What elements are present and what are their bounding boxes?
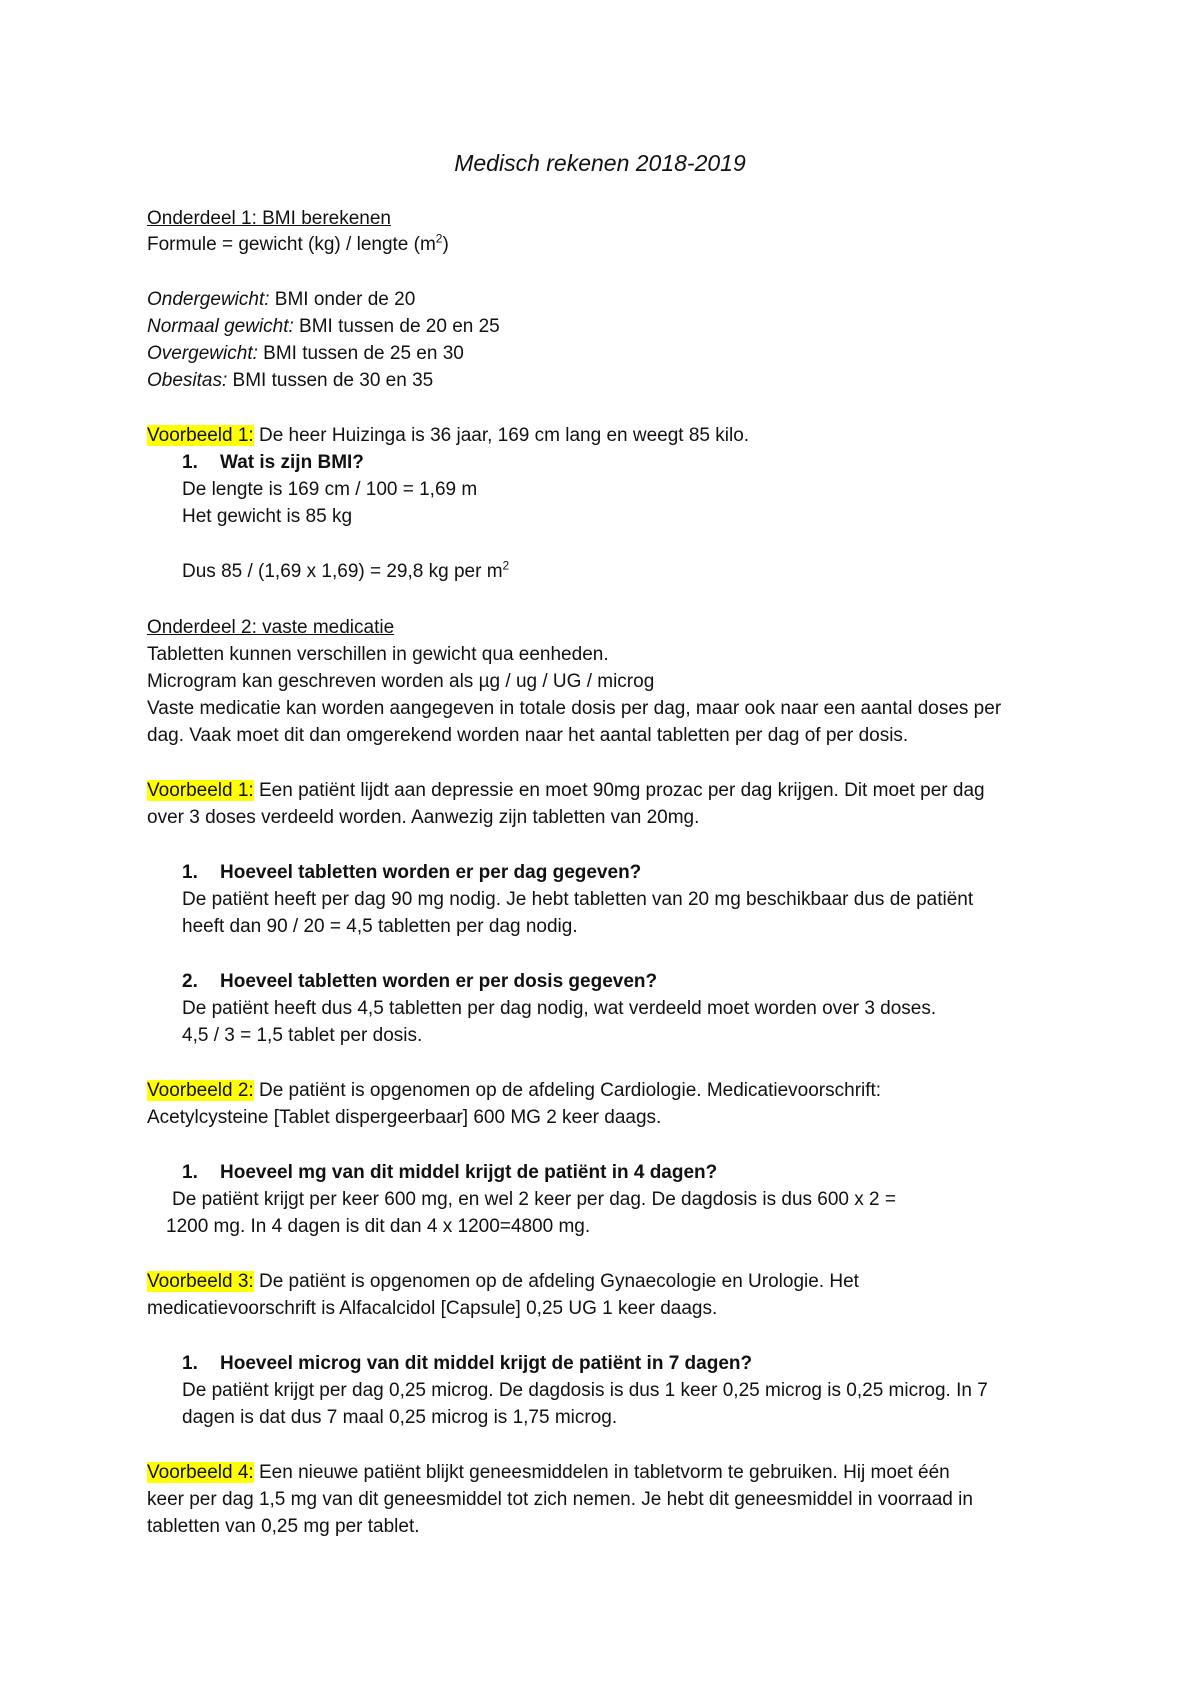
paragraph-line: Microgram kan geschreven worden als µg / ug / UG / microg [147, 671, 655, 692]
example-text-line: over 3 doses verdeeld worden. Aanwezig zijn tabletten van 20mg. [147, 807, 700, 828]
example-label: Voorbeeld 2: [147, 1080, 254, 1101]
paragraph-line: Vaste medicatie kan worden aangegeven in totale dosis per dag, maar ook naar een aantal doses per [147, 698, 1002, 719]
bmi-category-text: BMI tussen de 25 en 30 [257, 343, 464, 364]
example-text: De heer Huizinga is 36 jaar, 169 cm lang en weegt 85 kilo. [253, 425, 750, 446]
example-text: Een nieuwe patiënt blijkt geneesmiddelen in tabletvorm te gebruiken. Hij moet één [253, 1462, 950, 1483]
example-1-intro [147, 778, 985, 804]
paragraph-line: dag. Vaak moet dit dan omgerekend worden naar het aantal tabletten per dag of per dosis. [147, 725, 909, 746]
section-2-heading: Onderdeel 2: vaste medicatie [147, 617, 395, 638]
answer-exponent: 2 [502, 558, 510, 573]
answer-line: De patiënt heeft per dag 90 mg nodig. Je hebt tabletten van 20 mg beschikbaar dus de patiënt [182, 889, 974, 910]
example-label: Voorbeeld 4: [147, 1462, 254, 1483]
example-text-line: medicatievoorschrift is Alfacalcidol [Capsule] 0,25 UG 1 keer daags. [147, 1298, 718, 1319]
example-question [182, 1160, 717, 1186]
bmi-category-text: BMI onder de 20 [269, 289, 416, 310]
example-1-intro [147, 423, 749, 449]
question-text: Hoeveel mg van dit middel krijgt de patiënt in 4 dagen? [220, 1162, 718, 1183]
answer-line: De patiënt krijgt per dag 0,25 microg. De dagdosis is dus 1 keer 0,25 microg is 0,25 microg. In 7 [182, 1380, 988, 1401]
example-text: De patiënt is opgenomen op de afdeling Cardiologie. Medicatievoorschrift: [253, 1080, 882, 1101]
bmi-formula-exponent: 2 [435, 231, 443, 246]
example-question [182, 969, 657, 995]
example-question [182, 860, 641, 886]
question-text: Hoeveel microg van dit middel krijgt de patiënt in 7 dagen? [220, 1353, 753, 1374]
answer-line: 4,5 / 3 = 1,5 tablet per dosis. [182, 1025, 423, 1046]
example-text: Een patiënt lijdt aan depressie en moet 90mg prozac per dag krijgen. Dit moet per dag [253, 780, 985, 801]
example-text-line: keer per dag 1,5 mg van dit geneesmiddel tot zich nemen. Je hebt dit geneesmiddel in voorraad in [147, 1489, 973, 1510]
answer-line: Het gewicht is 85 kg [182, 506, 353, 527]
bmi-category-text: BMI tussen de 20 en 25 [293, 316, 500, 337]
bmi-formula-end: ) [442, 234, 449, 255]
question-text: Hoeveel tabletten worden er per dosis gegeven? [220, 971, 658, 992]
example-4-intro [147, 1460, 950, 1486]
example-3-intro [147, 1269, 859, 1295]
example-label: Voorbeeld 3: [147, 1271, 254, 1292]
paragraph-line: Tabletten kunnen verschillen in gewicht qua eenheden. [147, 644, 609, 665]
document-title: Medisch rekenen 2018-2019 [454, 150, 746, 176]
bmi-category-label: Overgewicht: [147, 343, 258, 364]
question-text: Wat is zijn BMI? [220, 452, 364, 473]
bmi-formula-text: Formule = gewicht (kg) / lengte (m [147, 234, 436, 255]
bmi-category [147, 368, 433, 394]
example-text: De patiënt is opgenomen op de afdeling Gynaecologie en Urologie. Het [253, 1271, 859, 1292]
bmi-category [147, 314, 500, 340]
example-1-question [182, 450, 364, 476]
example-question [182, 1351, 752, 1377]
section-1-heading: Onderdeel 1: BMI berekenen [147, 208, 391, 229]
question-number: 2. [182, 971, 198, 992]
bmi-category-label: Obesitas: [147, 370, 228, 391]
example-label: Voorbeeld 1: [147, 780, 254, 801]
question-number: 1. [182, 452, 198, 473]
question-number: 1. [182, 1353, 198, 1374]
bmi-category [147, 341, 464, 367]
answer-line: dagen is dat dus 7 maal 0,25 microg is 1,75 microg. [182, 1407, 618, 1428]
example-text-line: tabletten van 0,25 mg per tablet. [147, 1516, 420, 1537]
bmi-category [147, 287, 415, 313]
question-number: 1. [182, 1162, 198, 1183]
answer-text: Dus 85 / (1,69 x 1,69) = 29,8 kg per m [182, 561, 503, 582]
bmi-formula [147, 232, 449, 258]
bmi-category-label: Normaal gewicht: [147, 316, 294, 337]
answer-line: De lengte is 169 cm / 100 = 1,69 m [182, 479, 478, 500]
answer-line: De patiënt heeft dus 4,5 tabletten per dag nodig, wat verdeeld moet worden over 3 doses. [182, 998, 937, 1019]
question-number: 1. [182, 862, 198, 883]
question-text: Hoeveel tabletten worden er per dag gegeven? [220, 862, 642, 883]
example-text-line: Acetylcysteine [Tablet dispergeerbaar] 600 MG 2 keer daags. [147, 1107, 662, 1128]
answer-line: heeft dan 90 / 20 = 4,5 tabletten per dag nodig. [182, 916, 578, 937]
bmi-category-text: BMI tussen de 30 en 35 [227, 370, 434, 391]
example-2-intro [147, 1078, 881, 1104]
answer-line [182, 559, 509, 585]
example-label: Voorbeeld 1: [147, 425, 254, 446]
bmi-category-label: Ondergewicht: [147, 289, 270, 310]
answer-line: 1200 mg. In 4 dagen is dit dan 4 x 1200=4800 mg. [166, 1216, 591, 1237]
answer-line: De patiënt krijgt per keer 600 mg, en wel 2 keer per dag. De dagdosis is dus 600 x 2 = [172, 1189, 896, 1210]
